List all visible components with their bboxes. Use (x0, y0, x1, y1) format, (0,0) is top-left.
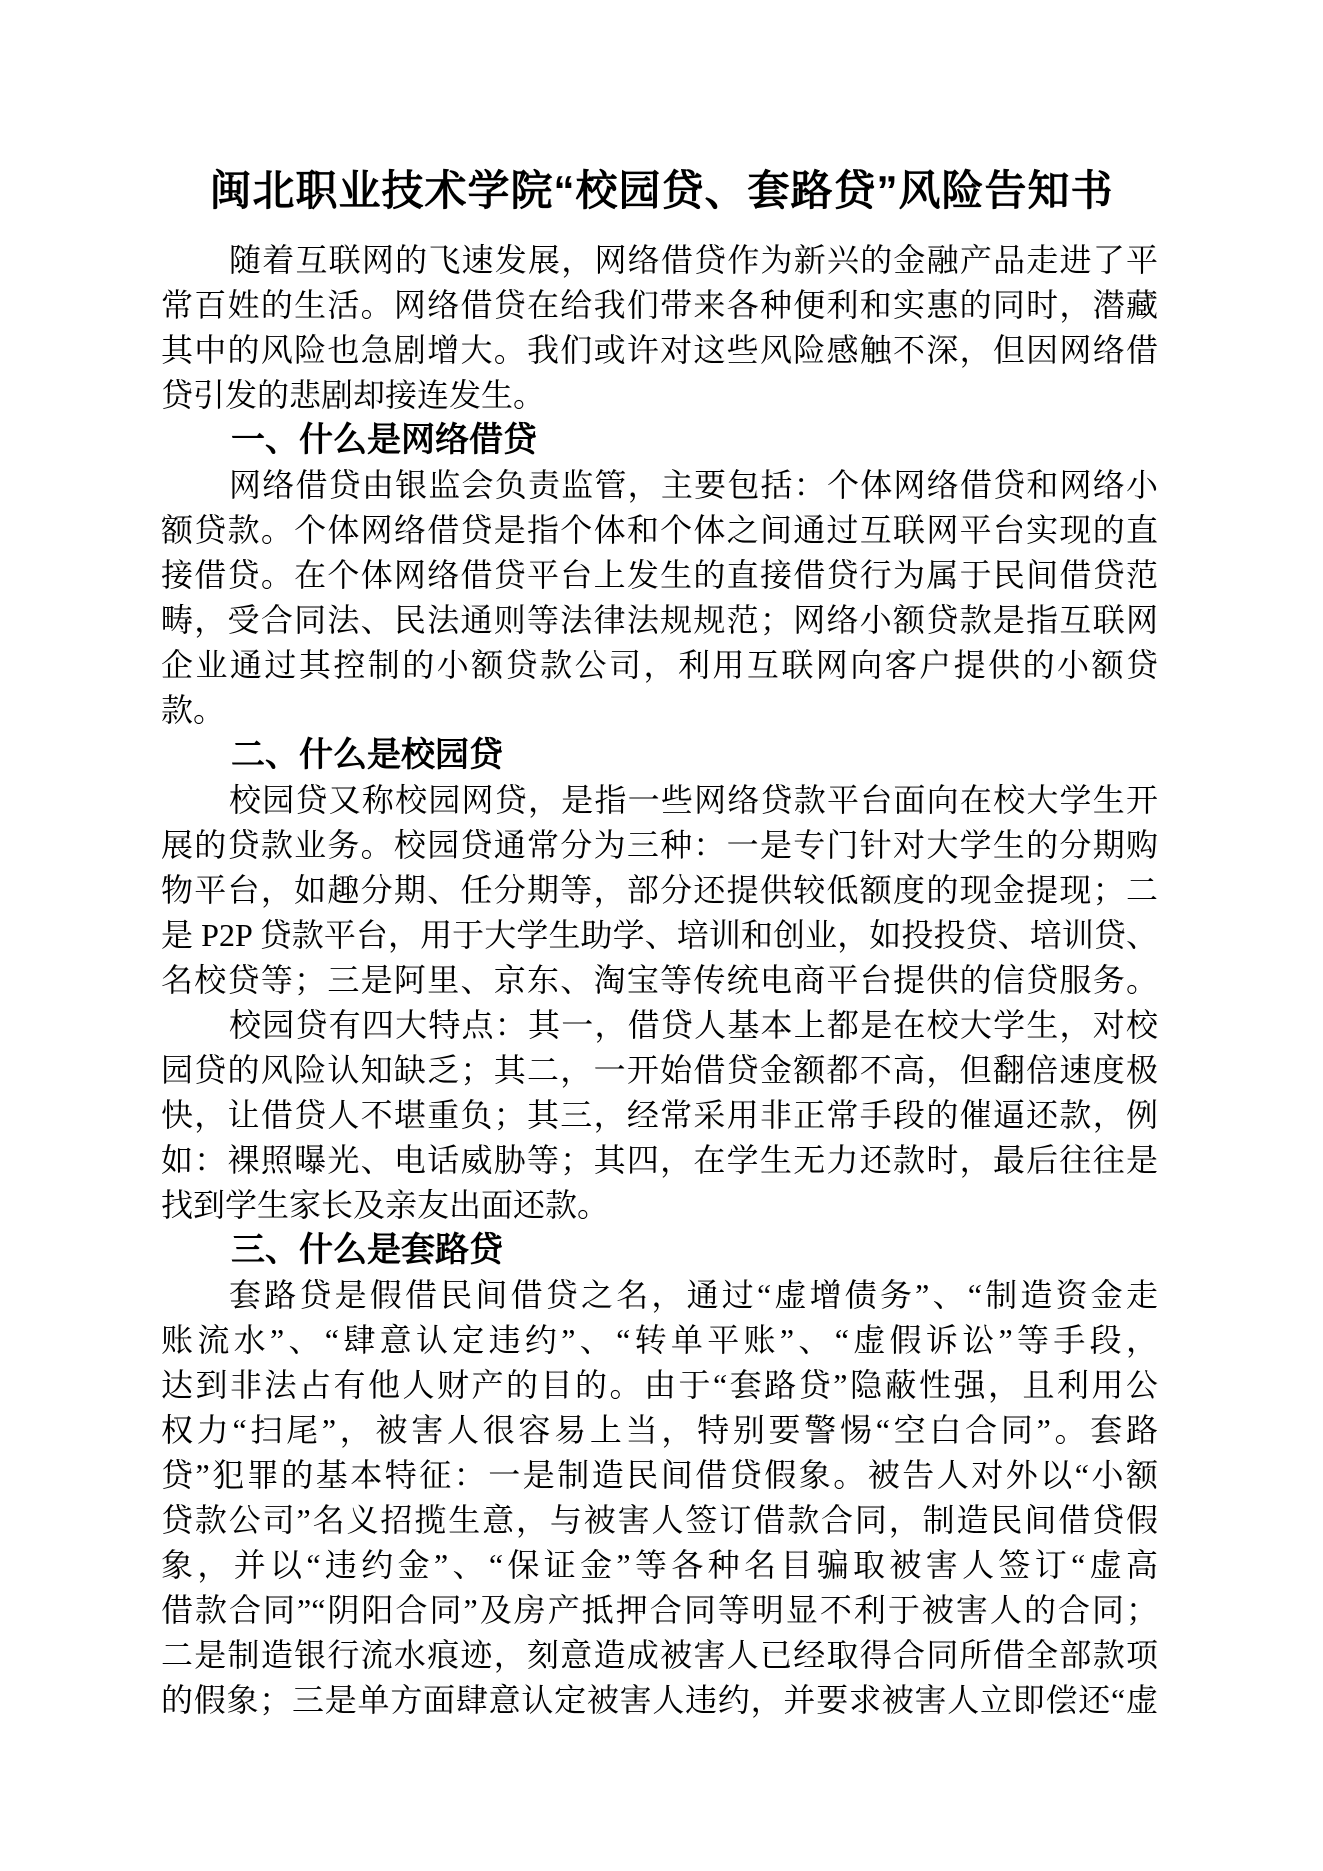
body-line: 找到学生家长及亲友出面还款。 (161, 1187, 610, 1223)
body-line: 借款合同”“阴阳合同”及房产抵押合同等明显不利于被害人的合同； (161, 1592, 1158, 1628)
body-line: 套路贷是假借民间借贷之名，通过“虚增债务”、“制造资金走 (229, 1277, 1158, 1313)
body-line: 达到非法占有他人财产的目的。由于“套路贷”隐蔽性强，且利用公 (161, 1367, 1158, 1403)
body-line: 权力“扫尾”，被害人很容易上当，特别要警惕“空白合同”。套路 (161, 1412, 1158, 1448)
body-line: 是 P2P 贷款平台，用于大学生助学、培训和创业，如投投贷、培训贷、 (161, 917, 1158, 953)
body-line: 贷引发的悲剧却接连发生。 (161, 377, 546, 413)
body-line: 其中的风险也急剧增大。我们或许对这些风险感触不深，但因网络借 (161, 332, 1158, 368)
body-line: 常百姓的生活。网络借贷在给我们带来各种便利和实惠的同时，潜藏 (161, 287, 1158, 323)
body-line: 校园贷有四大特点：其一，借贷人基本上都是在校大学生，对校 (229, 1007, 1158, 1043)
section-heading: 一、什么是网络借贷 (231, 421, 537, 459)
body-line: 企业通过其控制的小额贷款公司，利用互联网向客户提供的小额贷 (161, 647, 1158, 683)
body-line: 园贷的风险认知缺乏；其二，一开始借贷金额都不高，但翻倍速度极 (161, 1052, 1158, 1088)
body-line: 的假象；三是单方面肆意认定被害人违约，并要求被害人立即偿还“虚 (161, 1682, 1158, 1718)
body-line: 二是制造银行流水痕迹，刻意造成被害人已经取得合同所借全部款项 (161, 1637, 1158, 1673)
body-line: 贷”犯罪的基本特征：一是制造民间借贷假象。被告人对外以“小额 (161, 1457, 1158, 1493)
body-line: 名校贷等；三是阿里、京东、淘宝等传统电商平台提供的信贷服务。 (161, 962, 1158, 998)
body-line: 接借贷。在个体网络借贷平台上发生的直接借贷行为属于民间借贷范 (161, 557, 1158, 593)
body-line: 物平台，如趣分期、任分期等，部分还提供较低额度的现金提现；二 (161, 872, 1158, 908)
body-line: 款。 (161, 692, 226, 728)
body-line: 网络借贷由银监会负责监管，主要包括：个体网络借贷和网络小 (229, 467, 1158, 503)
body-line: 校园贷又称校园网贷，是指一些网络贷款平台面向在校大学生开 (229, 782, 1158, 818)
body-line: 额贷款。个体网络借贷是指个体和个体之间通过互联网平台实现的直 (161, 512, 1158, 548)
body-line: 畴，受合同法、民法通则等法律法规规范；网络小额贷款是指互联网 (161, 602, 1158, 638)
body-line: 展的贷款业务。校园贷通常分为三种：一是专门针对大学生的分期购 (161, 827, 1158, 863)
body-line: 如：裸照曝光、电话威胁等；其四，在学生无力还款时，最后往往是 (161, 1142, 1158, 1178)
document-body (161, 238, 1158, 1723)
body-line: 快，让借贷人不堪重负；其三，经常采用非正常手段的催逼还款，例 (161, 1097, 1158, 1133)
section-heading: 二、什么是校园贷 (231, 736, 503, 774)
body-line: 贷款公司”名义招揽生意，与被害人签订借款合同，制造民间借贷假 (161, 1502, 1158, 1538)
body-line: 象，并以“违约金”、“保证金”等各种名目骗取被害人签订“虚高 (161, 1547, 1158, 1583)
body-line: 账流水”、“肆意认定违约”、“转单平账”、“虚假诉讼”等手段， (161, 1322, 1158, 1358)
document-title: 闽北职业技术学院“校园贷、套路贷”风险告知书 (209, 167, 1114, 214)
section-heading: 三、什么是套路贷 (231, 1231, 503, 1269)
body-line: 随着互联网的飞速发展，网络借贷作为新兴的金融产品走进了平 (229, 242, 1158, 278)
